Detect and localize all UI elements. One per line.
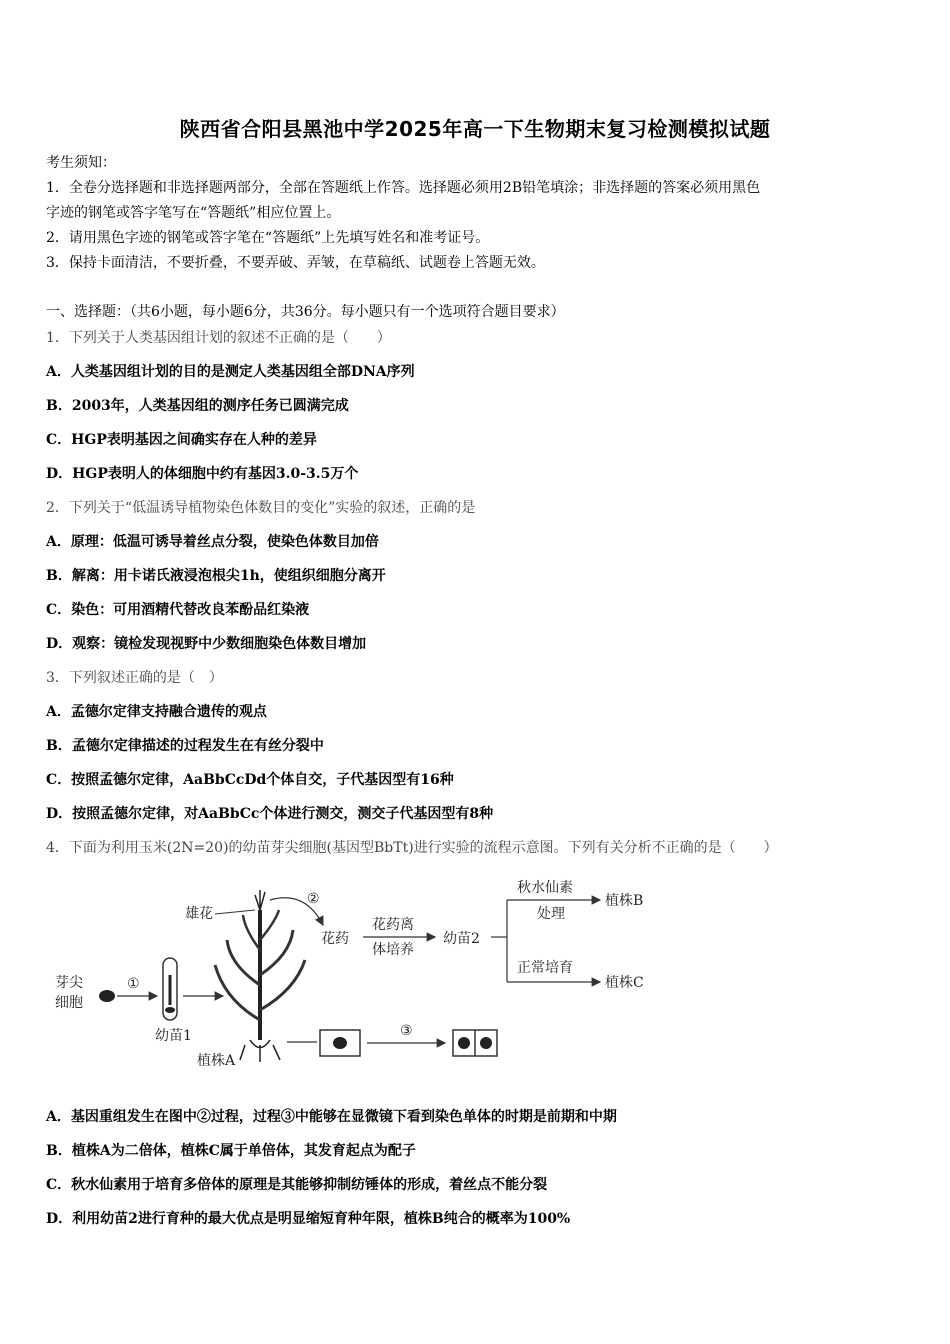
question-2-option-a: A．原理：低温可诱导着丝点分裂，使染色体数目加倍	[46, 534, 379, 550]
question-2-option-b: B．解离：用卡诺氏液浸泡根尖1h，使组织细胞分离开	[46, 568, 386, 584]
plant-c-label: 植株C	[605, 975, 644, 991]
notice-item: 1．全卷分选择题和非选择题两部分，全部在答题纸上作答。选择题必须用2B铅笔填涂；非选择题的答案必须用黑色	[46, 180, 761, 196]
question-1-option-c: C．HGP表明基因之间确实存在人种的差异	[46, 432, 317, 448]
question-4-option-d: D．利用幼苗2进行育种的最大优点是明显缩短育种年限，植株B纯合的概率为100%	[46, 1211, 571, 1227]
plant-b-label: 植株B	[605, 893, 644, 909]
step2-label: ②	[307, 891, 320, 907]
colchicine-label: 秋水仙素	[517, 880, 573, 896]
bud-cell-label: 芽尖	[55, 975, 83, 991]
male-flower-label: 雄花	[185, 906, 213, 922]
plant-a-label: 植株A	[197, 1053, 236, 1069]
test-tube-icon	[163, 958, 177, 1020]
question-4-option-c: C．秋水仙素用于培育多倍体的原理是其能够抑制纺锤体的形成，着丝点不能分裂	[46, 1177, 548, 1193]
anther-culture-label: 花药离	[372, 917, 414, 933]
question-2-option-c: C．染色：可用酒精代替改良苯酚品红染液	[46, 602, 310, 618]
cell-icon	[320, 1030, 360, 1056]
bud-cell-icon	[99, 990, 115, 1002]
breeding-flow-diagram	[55, 870, 675, 1075]
question-1-option-d: D．HGP表明人的体细胞中约有基因3.0-3.5万个	[46, 466, 359, 482]
question-4-option-a: A．基因重组发生在图中②过程，过程③中能够在显微镜下看到染色单体的时期是前期和中期	[46, 1109, 617, 1125]
seedling1-label: 幼苗1	[155, 1028, 192, 1044]
question-3-option-b: B．孟德尔定律描述的过程发生在有丝分裂中	[46, 738, 324, 754]
step3-label: ③	[400, 1023, 413, 1039]
notice-item: 字迹的钢笔或答字笔写在“答题纸”相应位置上。	[46, 205, 341, 221]
question-3-option-a: A．孟德尔定律支持融合遗传的观点	[46, 704, 267, 720]
question-3-option-d: D．按照孟德尔定律，对AaBbCc个体进行测交，测交子代基因型有8种	[46, 806, 494, 822]
colchicine-label: 处理	[537, 906, 565, 922]
anther-culture-label: 体培养	[372, 942, 414, 958]
question-3-option-c: C．按照孟德尔定律，AaBbCcDd个体自交，子代基因型有16种	[46, 772, 454, 788]
normal-growth-label: 正常培育	[517, 960, 573, 976]
bud-cell-label: 细胞	[55, 995, 83, 1011]
question-2-stem: 2．下列关于“低温诱导植物染色体数目的变化”实验的叙述，正确的是	[46, 500, 476, 516]
page-title: 陕西省合阳县黑池中学2025年高一下生物期末复习检测模拟试题	[179, 117, 771, 141]
notice-heading: 考生须知：	[46, 155, 116, 171]
notice-item: 3．保持卡面清洁，不要折叠，不要弄破、弄皱，在草稿纸、试题卷上答题无效。	[46, 255, 545, 271]
question-1-stem: 1．下列关于人类基因组计划的叙述不正确的是（ ）	[46, 330, 391, 346]
anther-label: 花药	[321, 931, 349, 947]
question-3-stem: 3．下列叙述正确的是（ ）	[46, 670, 223, 686]
section-heading: 一、选择题：（共6小题，每小题6分，共36分。每小题只有一个选项符合题目要求）	[46, 304, 565, 320]
question-2-option-d: D．观察：镜检发现视野中少数细胞染色体数目增加	[46, 636, 367, 652]
plant-a-icon	[215, 890, 305, 1062]
question-1-option-a: A．人类基因组计划的目的是测定人类基因组全部DNA序列	[46, 364, 415, 380]
dividing-cell-icon	[453, 1030, 497, 1056]
question-4-option-b: B．植株A为二倍体，植株C属于单倍体，其发育起点为配子	[46, 1143, 416, 1159]
seedling2-label: 幼苗2	[443, 931, 480, 947]
question-1-option-b: B．2003年，人类基因组的测序任务已圆满完成	[46, 398, 349, 414]
notice-item: 2．请用黑色字迹的钢笔或答字笔在“答题纸”上先填写姓名和准考证号。	[46, 230, 490, 246]
question-4-stem: 4．下面为利用玉米(2N=20)的幼苗芽尖细胞(基因型BbTt)进行实验的流程示意图。下列有关分析不正确的是（ ）	[46, 840, 778, 856]
step1-label: ①	[127, 976, 140, 992]
